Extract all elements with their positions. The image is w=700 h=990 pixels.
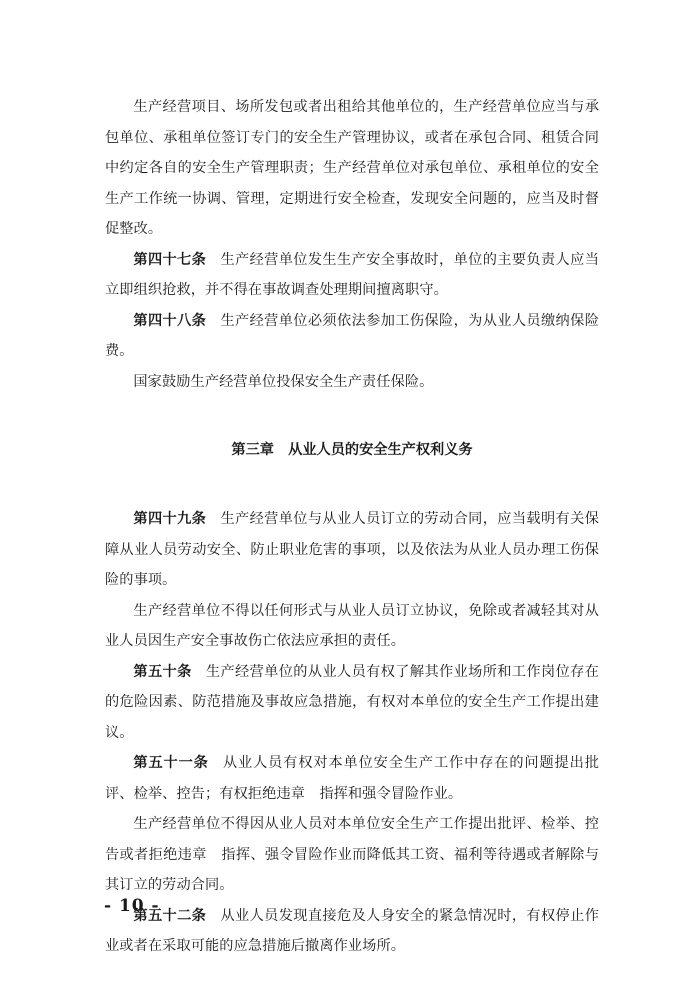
article-51-number: 第五十一条 [133, 755, 209, 771]
article-47 [105, 245, 599, 306]
paragraph-intro: 生产经营项目、场所发包或者出租给其他单位的，生产经营单位应当与承包单位、承租单位签订专门的安全生产管理协议，或者在承包合同、租赁合同中约定各自的安全生产管理职责；生产经营单位对承包单位、承租单位的安全生产工作统一协调、管理，定期进行安全检查，发现安全问题的，应当及时督促整改。 [105, 99, 599, 237]
article-47-text: 生产经营单位发生生产安全事故时，单位的主要负责人应当立即组织抢救，并不得在事故调查处理期间擅离职守。 [105, 251, 599, 298]
article-47-number: 第四十七条 [133, 251, 207, 268]
article-48-extra: 国家鼓励生产经营单位投保安全生产责任保险。 [133, 373, 434, 390]
article-51-text: 从业人员有权对本单位安全生产工作中存在的问题提出批评、检举、控告；有权拒绝违章 指挥和强令冒险作业。 [105, 755, 599, 802]
article-49-text: 生产经营单位与从业人员订立的劳动合同，应当载明有关保障从业人员劳动安全、防止职业危害的事项，以及依法为从业人员办理工伤保险的事项。 [105, 511, 599, 588]
article-50-number: 第五十条 [133, 663, 192, 680]
article-49-extra: 生产经营单位不得以任何形式与从业人员订立协议，免除或者减轻其对从业人员因生产安全事故伤亡依法应承担的责任。 [105, 602, 599, 649]
article-52 [105, 901, 599, 962]
article-49 [105, 504, 599, 596]
article-51-extra: 生产经营单位不得因从业人员对本单位安全生产工作提出批评、检举、控告或者拒绝违章 指挥、强令冒险作业而降低其工资、福利等待遇或者解除与其订立的劳动合同。 [105, 816, 599, 893]
article-50-text: 生产经营单位的从业人员有权了解其作业场所和工作岗位存在的危险因素、防范措施及事故应急措施，有权对本单位的安全生产工作提出建议。 [105, 663, 600, 741]
chapter-title: 第三章 从业人员的安全生产权利义务 [231, 442, 473, 458]
article-52-text: 从业人员发现直接危及人身安全的紧急情况时，有权停止作业或者在采取可能的应急措施后撤离作业场所。 [105, 907, 599, 954]
article-51 [105, 748, 599, 809]
body-text [105, 92, 599, 962]
article-52-number: 第五十二条 [133, 907, 207, 924]
article-48 [105, 306, 599, 367]
article-50 [105, 657, 599, 749]
page-number: - 10 - [104, 896, 160, 916]
article-48-number: 第四十八条 [133, 312, 207, 329]
article-48-text: 生产经营单位必须依法参加工伤保险，为从业人员缴纳保险费。 [105, 312, 599, 359]
article-49-number: 第四十九条 [133, 511, 207, 527]
